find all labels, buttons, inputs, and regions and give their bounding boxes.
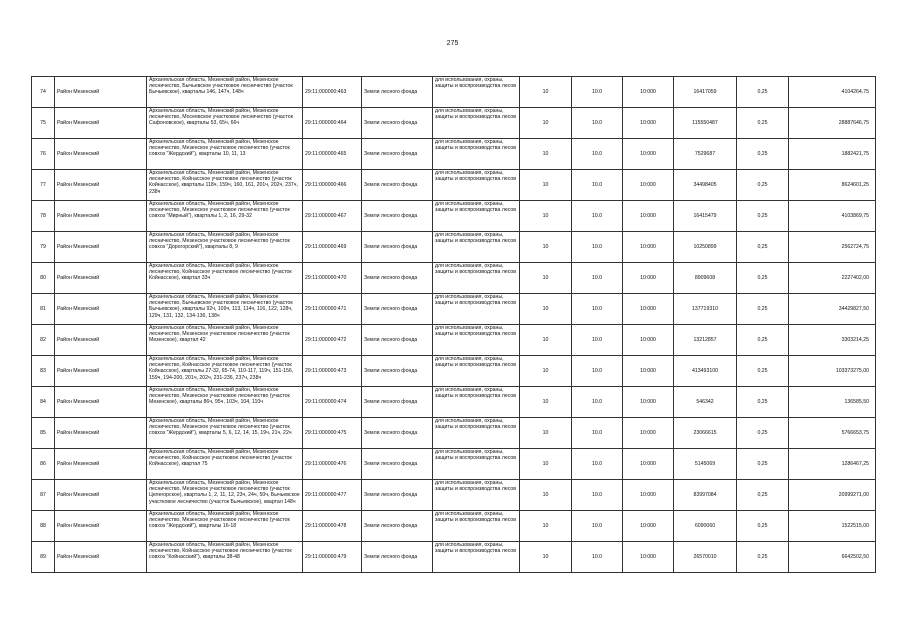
cost-cell: 1882421,75 (789, 139, 876, 170)
value-cell: 10 (520, 480, 572, 511)
address-cell: Архангельская область, Мезенский район, Мезенское лесничество, Мезенское участковое лесничество (участок совхоз "Жердский"), кварталы 5, 6, 12, 14, 15, 19ч, 21ч, 22ч (147, 418, 303, 449)
region-cell: Район Мезенский (55, 263, 147, 294)
cost-cell: 28887646,75 (789, 108, 876, 139)
rate-cell: 0,25 (737, 232, 789, 263)
cost-cell: 20999271,00 (789, 480, 876, 511)
region-cell: Район Мезенский (55, 418, 147, 449)
permitted-use-cell: для использования, охраны, защиты и воспроизводства лесов (433, 232, 520, 263)
value-cell: 10 (520, 449, 572, 480)
cost-cell: 6642502,50 (789, 542, 876, 573)
value-cell: 10 (520, 201, 572, 232)
table-row (32, 294, 876, 325)
cadastral-number-cell: 29:11:000000:465 (303, 139, 362, 170)
land-category-cell: Земли лесного фонда (362, 511, 433, 542)
cadastral-number-cell: 29:11:000000:463 (303, 77, 362, 108)
value-cell: 10 (520, 139, 572, 170)
cost-cell: 8624601,25 (789, 170, 876, 201)
address-cell: Архангельская область, Мезенский район, Мезенское лесничество, Койнасское участковое лесничество (участок совхоз "Койнасский"), кварталы 38-48 (147, 542, 303, 573)
permitted-use-cell: для использования, охраны, защиты и воспроизводства лесов (433, 418, 520, 449)
area-cell: 26570010 (674, 542, 737, 573)
address-cell: Архангельская область, Мезенский район, Мезенское лесничество, Мезенское участковое лесничество (участок Целегорское), кварталы 1, 2, 11, 12, 23ч, 24ч, 50ч, Бычьевское участковое лесничество (участок Бычьевское), квартал 148ч (147, 480, 303, 511)
table-row (32, 356, 876, 387)
value-cell: 10:000 (623, 108, 674, 139)
value-cell: 10.0 (572, 542, 623, 573)
rate-cell: 0,25 (737, 511, 789, 542)
value-cell: 10:000 (623, 232, 674, 263)
land-category-cell: Земли лесного фонда (362, 77, 433, 108)
row-number: 74 (32, 77, 55, 108)
address-cell: Архангельская область, Мезенский район, Мезенское лесничество, Койнасское участковое лесничество (участок Койнасское), квартал 75 (147, 449, 303, 480)
value-cell: 10.0 (572, 263, 623, 294)
value-cell: 10:000 (623, 542, 674, 573)
value-cell: 10.0 (572, 356, 623, 387)
region-cell: Район Мезенский (55, 170, 147, 201)
value-cell: 10.0 (572, 387, 623, 418)
land-category-cell: Земли лесного фонда (362, 418, 433, 449)
permitted-use-cell: для использования, охраны, защиты и воспроизводства лесов (433, 387, 520, 418)
cost-cell: 3303214,25 (789, 325, 876, 356)
land-category-cell: Земли лесного фонда (362, 449, 433, 480)
region-cell: Район Мезенский (55, 201, 147, 232)
value-cell: 10.0 (572, 232, 623, 263)
land-category-cell: Земли лесного фонда (362, 139, 433, 170)
permitted-use-cell: для использования, охраны, защиты и воспроизводства лесов (433, 77, 520, 108)
cost-cell: 2562724,75 (789, 232, 876, 263)
region-cell: Район Мезенский (55, 387, 147, 418)
value-cell: 10:000 (623, 418, 674, 449)
area-cell: 34498405 (674, 170, 737, 201)
table-row (32, 449, 876, 480)
area-cell: 5145069 (674, 449, 737, 480)
value-cell: 10:000 (623, 263, 674, 294)
value-cell: 10.0 (572, 170, 623, 201)
area-cell: 16417059 (674, 77, 737, 108)
area-cell: 7529687 (674, 139, 737, 170)
region-cell: Район Мезенский (55, 449, 147, 480)
table-row (32, 387, 876, 418)
table-row (32, 232, 876, 263)
row-number: 81 (32, 294, 55, 325)
region-cell: Район Мезенский (55, 108, 147, 139)
cadastral-number-cell: 29:11:000000:472 (303, 325, 362, 356)
cadastral-number-cell: 29:11:000000:474 (303, 387, 362, 418)
row-number: 78 (32, 201, 55, 232)
area-cell: 83997084 (674, 480, 737, 511)
cadastral-number-cell: 29:11:000000:467 (303, 201, 362, 232)
rate-cell: 0,25 (737, 77, 789, 108)
table-row (32, 170, 876, 201)
table-row (32, 480, 876, 511)
area-cell: 13212857 (674, 325, 737, 356)
region-cell: Район Мезенский (55, 356, 147, 387)
value-cell: 10.0 (572, 294, 623, 325)
value-cell: 10 (520, 232, 572, 263)
land-category-cell: Земли лесного фонда (362, 201, 433, 232)
row-number: 84 (32, 387, 55, 418)
land-category-cell: Земли лесного фонда (362, 108, 433, 139)
address-cell: Архангельская область, Мезенский район, Мезенское лесничество, Мезенское участковое лесничество (участок совхоз "Жердский"), кварталы 10, 11, 13 (147, 139, 303, 170)
row-number: 87 (32, 480, 55, 511)
table-row (32, 263, 876, 294)
value-cell: 10.0 (572, 139, 623, 170)
permitted-use-cell: для использования, охраны, защиты и воспроизводства лесов (433, 542, 520, 573)
value-cell: 10 (520, 170, 572, 201)
row-number: 89 (32, 542, 55, 573)
cadastral-number-cell: 29:11:000000:477 (303, 480, 362, 511)
value-cell: 10.0 (572, 325, 623, 356)
permitted-use-cell: для использования, охраны, защиты и воспроизводства лесов (433, 325, 520, 356)
land-category-cell: Земли лесного фонда (362, 542, 433, 573)
area-cell: 23066615 (674, 418, 737, 449)
rate-cell: 0,25 (737, 263, 789, 294)
region-cell: Район Мезенский (55, 542, 147, 573)
cadastral-number-cell: 29:11:000000:464 (303, 108, 362, 139)
rate-cell: 0,25 (737, 201, 789, 232)
cost-cell: 1286467,25 (789, 449, 876, 480)
address-cell: Архангельская область, Мезенский район, Мезенское лесничество, Койнасское участковое лесничество (участок Койнасское), кварталы 118ч, 159ч, 160, 161, 201ч, 202ч, 237ч, 238ч (147, 170, 303, 201)
value-cell: 10.0 (572, 511, 623, 542)
table-body (32, 77, 876, 573)
value-cell: 10.0 (572, 201, 623, 232)
value-cell: 10:000 (623, 201, 674, 232)
land-category-cell: Земли лесного фонда (362, 480, 433, 511)
page-number: 275 (446, 40, 459, 47)
address-cell: Архангельская область, Мезенский район, Мезенское лесничество, Мезенское участковое лесничество (участок совхоз "Мирный"), кварталы 1, 2, 16, 29-32 (147, 201, 303, 232)
permitted-use-cell: для использования, охраны, защиты и воспроизводства лесов (433, 108, 520, 139)
value-cell: 10 (520, 356, 572, 387)
cost-cell: 2227402,00 (789, 263, 876, 294)
region-cell: Район Мезенский (55, 232, 147, 263)
land-category-cell: Земли лесного фонда (362, 170, 433, 201)
land-plots-table (31, 76, 876, 573)
table-row (32, 77, 876, 108)
table-row (32, 542, 876, 573)
address-cell: Архангельская область, Мезенский район, Мезенское лесничество, Мосеевское участковое лесничество (участок Сафоновское), кварталы 53, 65ч, 66ч (147, 108, 303, 139)
cadastral-number-cell: 29:11:000000:466 (303, 170, 362, 201)
area-cell: 6090060 (674, 511, 737, 542)
area-cell: 16415479 (674, 201, 737, 232)
rate-cell: 0,25 (737, 294, 789, 325)
cadastral-number-cell: 29:11:000000:476 (303, 449, 362, 480)
value-cell: 10:000 (623, 480, 674, 511)
value-cell: 10 (520, 542, 572, 573)
permitted-use-cell: для использования, охраны, защиты и воспроизводства лесов (433, 480, 520, 511)
row-number: 75 (32, 108, 55, 139)
value-cell: 10:000 (623, 77, 674, 108)
value-cell: 10 (520, 325, 572, 356)
value-cell: 10 (520, 294, 572, 325)
rate-cell: 0,25 (737, 542, 789, 573)
rate-cell: 0,25 (737, 170, 789, 201)
area-cell: 413493100 (674, 356, 737, 387)
address-cell: Архангельская область, Мезенский район, Мезенское лесничество, Мезенское участковое лесничество (участок Мезенское), квартал 42 (147, 325, 303, 356)
land-category-cell: Земли лесного фонда (362, 294, 433, 325)
area-cell: 115550487 (674, 108, 737, 139)
region-cell: Район Мезенский (55, 77, 147, 108)
table-row (32, 325, 876, 356)
cost-cell: 5766653,75 (789, 418, 876, 449)
area-cell: 546342 (674, 387, 737, 418)
row-number: 83 (32, 356, 55, 387)
permitted-use-cell: для использования, охраны, защиты и воспроизводства лесов (433, 449, 520, 480)
value-cell: 10.0 (572, 418, 623, 449)
permitted-use-cell: для использования, охраны, защиты и воспроизводства лесов (433, 139, 520, 170)
cadastral-number-cell: 29:11:000000:475 (303, 418, 362, 449)
value-cell: 10 (520, 263, 572, 294)
row-number: 82 (32, 325, 55, 356)
cost-cell: 103373275,00 (789, 356, 876, 387)
rate-cell: 0,25 (737, 387, 789, 418)
cadastral-number-cell: 29:11:000000:471 (303, 294, 362, 325)
cadastral-number-cell: 29:11:000000:478 (303, 511, 362, 542)
table-row (32, 108, 876, 139)
value-cell: 10.0 (572, 480, 623, 511)
region-cell: Район Мезенский (55, 294, 147, 325)
land-category-cell: Земли лесного фонда (362, 356, 433, 387)
cost-cell: 4104264,75 (789, 77, 876, 108)
row-number: 85 (32, 418, 55, 449)
table-row (32, 418, 876, 449)
rate-cell: 0,25 (737, 108, 789, 139)
value-cell: 10:000 (623, 139, 674, 170)
row-number: 80 (32, 263, 55, 294)
permitted-use-cell: для использования, охраны, защиты и воспроизводства лесов (433, 294, 520, 325)
area-cell: 8909608 (674, 263, 737, 294)
permitted-use-cell: для использования, охраны, защиты и воспроизводства лесов (433, 263, 520, 294)
cost-cell: 136585,50 (789, 387, 876, 418)
row-number: 86 (32, 449, 55, 480)
row-number: 88 (32, 511, 55, 542)
region-cell: Район Мезенский (55, 325, 147, 356)
cost-cell: 1522515,00 (789, 511, 876, 542)
permitted-use-cell: для использования, охраны, защиты и воспроизводства лесов (433, 170, 520, 201)
rate-cell: 0,25 (737, 139, 789, 170)
permitted-use-cell: для использования, охраны, защиты и воспроизводства лесов (433, 201, 520, 232)
region-cell: Район Мезенский (55, 511, 147, 542)
value-cell: 10.0 (572, 77, 623, 108)
cadastral-number-cell: 29:11:000000:469 (303, 232, 362, 263)
address-cell: Архангельская область, Мезенский район, Мезенское лесничество, Бычьевское участковое лесничество (участок Бычьевское), кварталы 92ч, 109ч, 113, 114ч, 116, 122, 128ч, 129ч, 131, 132, 134-136, 138ч (147, 294, 303, 325)
cadastral-number-cell: 29:11:000000:479 (303, 542, 362, 573)
region-cell: Район Мезенский (55, 139, 147, 170)
cadastral-number-cell: 29:11:000000:473 (303, 356, 362, 387)
value-cell: 10 (520, 511, 572, 542)
address-cell: Архангельская область, Мезенский район, Мезенское лесничество, Койнасское участковое лесничество (участок Койнасское), квартал 33ч (147, 263, 303, 294)
address-cell: Архангельская область, Мезенский район, Мезенское лесничество, Койнасское участковое лесничество (участок Койнасское), кварталы 27-32, 65-74, 110-117, 119ч, 151-156, 159ч, 194-200, 201ч, 202ч, 231-236, 237ч, 238ч (147, 356, 303, 387)
rate-cell: 0,25 (737, 449, 789, 480)
value-cell: 10:000 (623, 387, 674, 418)
rate-cell: 0,25 (737, 418, 789, 449)
address-cell: Архангельская область, Мезенский район, Мезенское лесничество, Мезенское участковое лесничество (участок Мезенское), кварталы 86ч, 95ч, 103ч, 104, 110ч (147, 387, 303, 418)
land-category-cell: Земли лесного фонда (362, 387, 433, 418)
land-category-cell: Земли лесного фонда (362, 232, 433, 263)
cost-cell: 4103869,75 (789, 201, 876, 232)
value-cell: 10:000 (623, 449, 674, 480)
rate-cell: 0,25 (737, 480, 789, 511)
area-cell: 10250899 (674, 232, 737, 263)
table-row (32, 139, 876, 170)
row-number: 79 (32, 232, 55, 263)
address-cell: Архангельская область, Мезенский район, Мезенское лесничество, Мезенское участковое лесничество (участок совхоз "Жердский"), кварталы 16-18 (147, 511, 303, 542)
cost-cell: 34429827,50 (789, 294, 876, 325)
permitted-use-cell: для использования, охраны, защиты и воспроизводства лесов (433, 356, 520, 387)
value-cell: 10 (520, 77, 572, 108)
value-cell: 10 (520, 387, 572, 418)
area-cell: 137719310 (674, 294, 737, 325)
row-number: 76 (32, 139, 55, 170)
permitted-use-cell: для использования, охраны, защиты и воспроизводства лесов (433, 511, 520, 542)
table-row (32, 511, 876, 542)
table-row (32, 201, 876, 232)
address-cell: Архангельская область, Мезенский район, Мезенское лесничество, Мезенское участковое лесничество (участок совхоз "Дорогорский"), кварталы 8, 9 (147, 232, 303, 263)
value-cell: 10:000 (623, 511, 674, 542)
address-cell: Архангельская область, Мезенский район, Мезенское лесничество, Бычьевское участковое лесничество (участок Бычьевское), кварталы 146, 147ч, 148ч (147, 77, 303, 108)
value-cell: 10:000 (623, 170, 674, 201)
value-cell: 10 (520, 108, 572, 139)
value-cell: 10.0 (572, 449, 623, 480)
value-cell: 10:000 (623, 325, 674, 356)
value-cell: 10 (520, 418, 572, 449)
row-number: 77 (32, 170, 55, 201)
value-cell: 10:000 (623, 356, 674, 387)
value-cell: 10.0 (572, 108, 623, 139)
value-cell: 10:000 (623, 294, 674, 325)
rate-cell: 0,25 (737, 325, 789, 356)
land-category-cell: Земли лесного фонда (362, 263, 433, 294)
region-cell: Район Мезенский (55, 480, 147, 511)
rate-cell: 0,25 (737, 356, 789, 387)
land-category-cell: Земли лесного фонда (362, 325, 433, 356)
cadastral-number-cell: 29:11:000000:470 (303, 263, 362, 294)
